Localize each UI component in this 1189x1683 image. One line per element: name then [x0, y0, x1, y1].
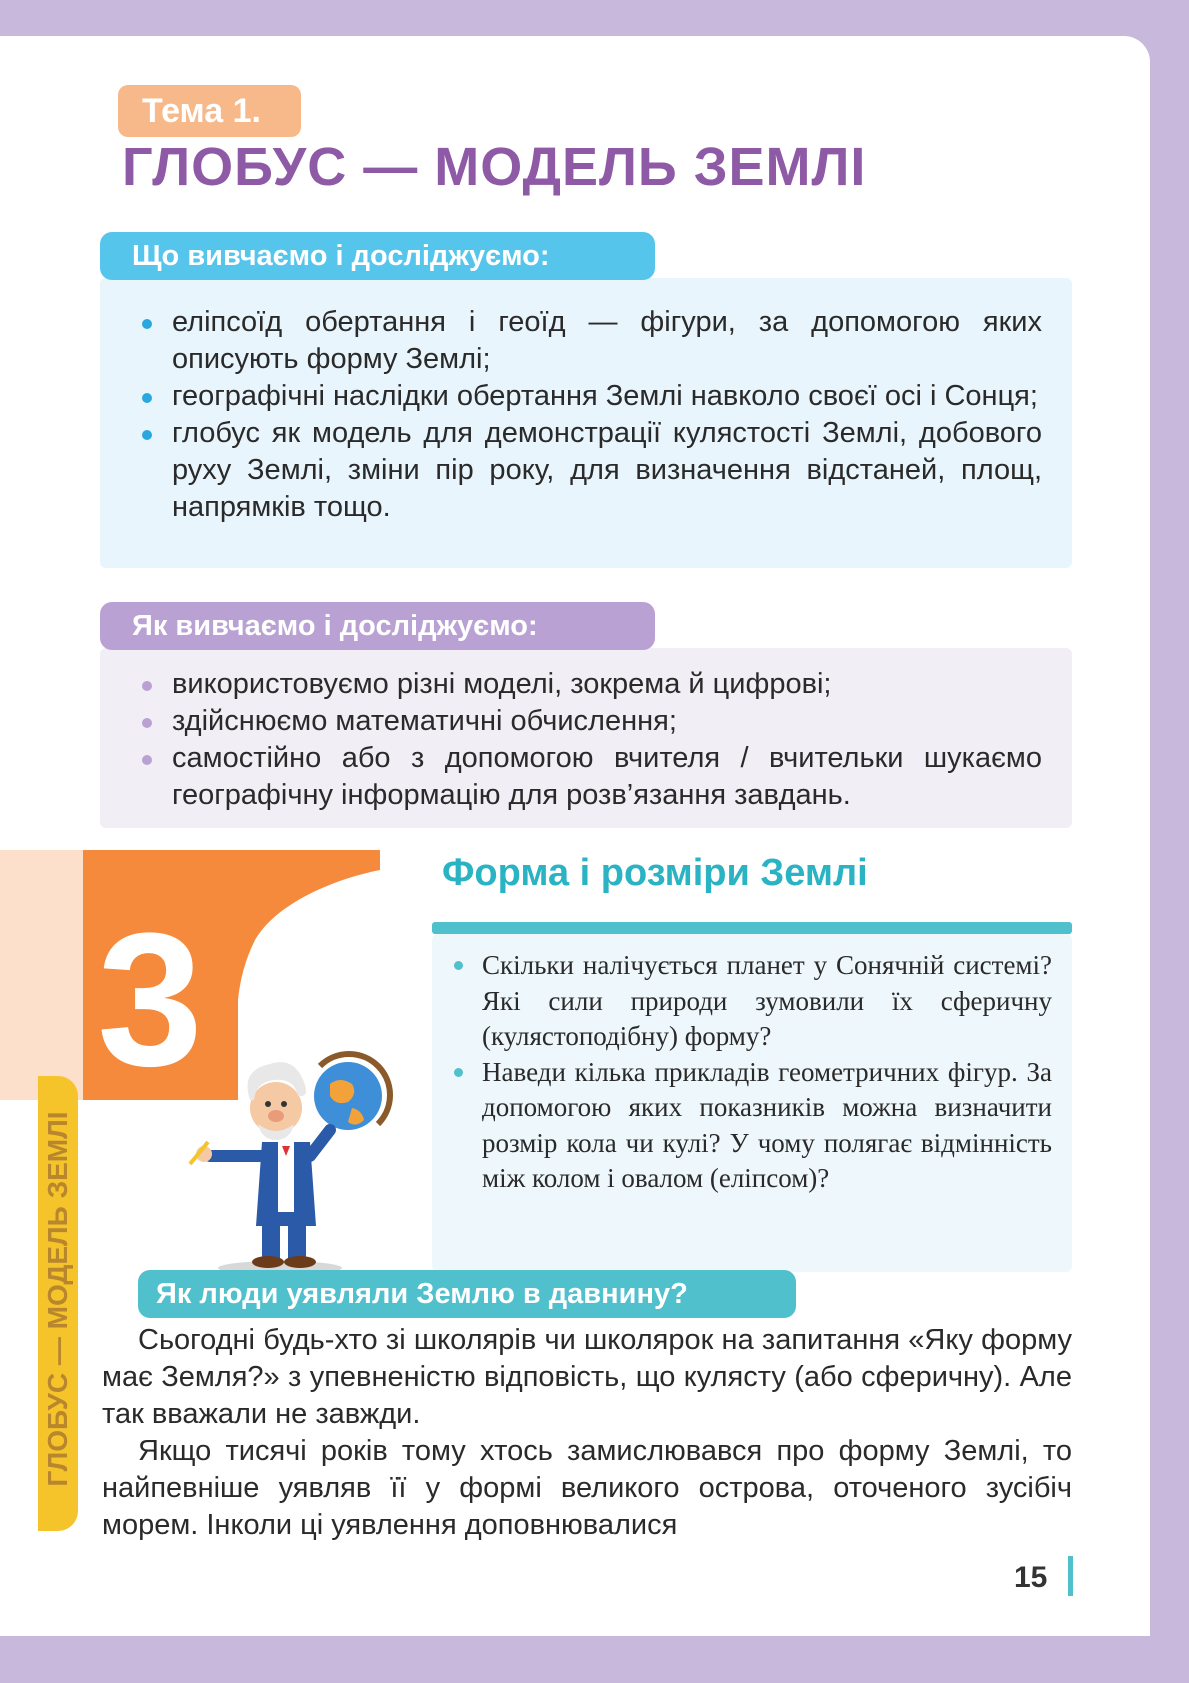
bullet-icon: [454, 1068, 463, 1077]
bullet-icon: [142, 755, 152, 765]
page-number-bar: [1068, 1556, 1073, 1596]
side-tab-label: ГЛОБУС — МОДЕЛЬ ЗЕМЛІ: [42, 1111, 73, 1487]
bullet-icon: [142, 319, 152, 329]
chapter-side-tab: [38, 1076, 78, 1531]
list-item: географічні наслідки обертання Землі навколо своєї осі і Сонця;: [122, 378, 1042, 415]
bullet-icon: [142, 430, 152, 440]
list-item: глобус як модель для демонстрації кулястості Землі, добового руху Землі, зміни пір року, для визначення відстаней, площ, напрямків тощо.: [122, 415, 1042, 526]
list-item: здійснюємо математичні обчислення;: [122, 703, 1042, 740]
paragraph: Сьогодні будь-хто зі школярів чи школярок на запитання «Яку форму має Земля?» з упевненістю відповість, що кулясту (або сферичну). Але так вважали не завжди.: [102, 1324, 1072, 1430]
page-number: 15: [1014, 1561, 1048, 1594]
list-item: еліпсоїд обертання і геоїд — фігури, за допомогою яких описують форму Землі;: [122, 304, 1042, 378]
section-number: 3: [97, 894, 203, 1106]
list-item: Скільки налічується планет у Сонячній системі? Які сили природи зумовили їх сферичну (кулястоподібну) форму?: [442, 948, 1052, 1055]
list-item: самостійно або з допомогою вчителя / вчительки шукаємо географічну інформацію для розв’язання завдань.: [122, 740, 1042, 814]
questions-list: [442, 948, 1052, 1197]
what-we-study-list: [122, 304, 1042, 526]
page: [0, 36, 1150, 1636]
peach-band: [0, 850, 83, 1100]
body-text: [102, 1322, 1072, 1544]
paragraph: Якщо тисячі років тому хтось замислювався про форму Землі, то найпевніше уявляв її у формі великого острова, оточеного зусібіч морем. Інколи ці уявлення доповнювалися: [102, 1435, 1072, 1541]
bullet-icon: [142, 681, 152, 691]
questions-header-bar: [432, 922, 1072, 934]
list-item: Наведи кілька прикладів геометричних фігур. За допомогою яких показників можна визначити розмір кола чи кулі? У чому полягає відмінність між колом і овалом (еліпсом)?: [442, 1055, 1052, 1197]
how-we-study-box: [100, 648, 1072, 828]
section-title: Форма і розміри Землі: [442, 852, 868, 894]
bullet-icon: [142, 718, 152, 728]
how-we-study-label: Як вивчаємо і досліджуємо:: [100, 602, 655, 650]
list-item: використовуємо різні моделі, зокрема й цифрові;: [122, 666, 1042, 703]
bullet-icon: [454, 961, 463, 970]
questions-box: [432, 934, 1072, 1272]
what-we-study-box: [100, 278, 1072, 568]
how-we-study-list: [122, 666, 1042, 814]
bullet-icon: [142, 393, 152, 403]
what-we-study-label: Що вивчаємо і досліджуємо:: [100, 232, 655, 280]
topic-badge: Тема 1.: [118, 85, 301, 137]
professor-illustration: [170, 1046, 400, 1286]
subsection-label: Як люди уявляли Землю в давнину?: [138, 1270, 796, 1318]
page-title: ГЛОБУС — МОДЕЛЬ ЗЕМЛІ: [122, 137, 867, 197]
